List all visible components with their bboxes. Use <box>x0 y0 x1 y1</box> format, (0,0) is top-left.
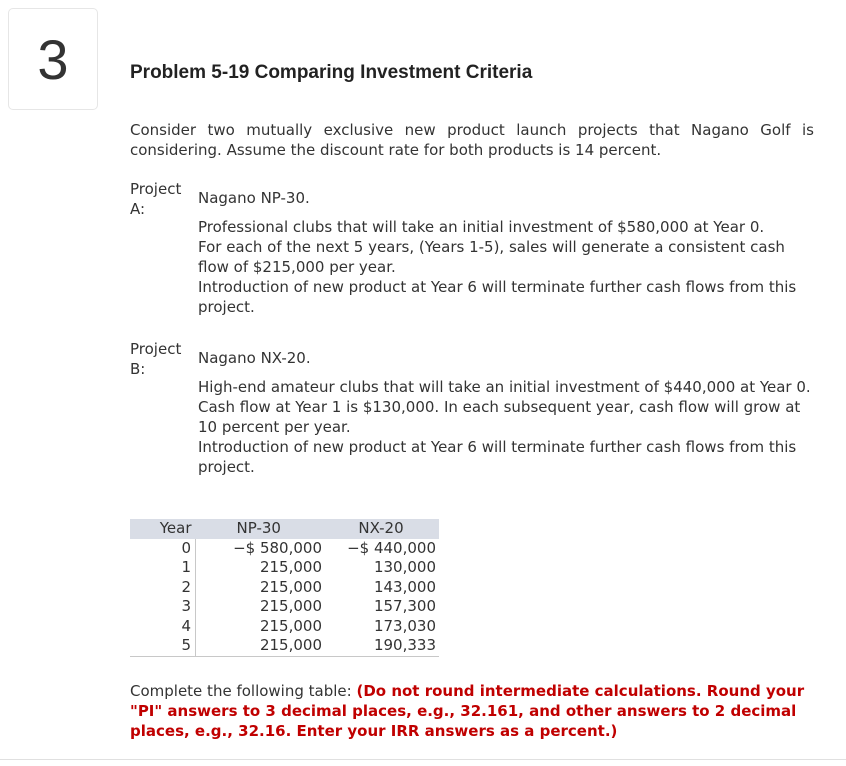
nx20-cell: 157,300 <box>373 597 436 615</box>
project-b-label: Project B: <box>130 340 182 378</box>
project-a-block <box>130 179 814 317</box>
nx20-cell: 130,000 <box>373 558 436 576</box>
np30-cell: 215,000 <box>259 597 322 615</box>
year-cell: 5 <box>130 636 196 656</box>
project-b-line: Cash flow at Year 1 is $130,000. In each subsequent year, cash flow will grow at 10 percent per year. <box>198 398 801 436</box>
table-row <box>130 617 439 637</box>
project-b-block <box>130 339 814 477</box>
bottom-divider <box>0 759 846 760</box>
np30-cell: 215,000 <box>259 558 322 576</box>
table-row <box>130 597 439 617</box>
nx20-cell: 173,030 <box>373 616 436 635</box>
table-header-row <box>130 519 439 539</box>
header-nx20: NX-20 <box>326 519 439 539</box>
project-a-line: Professional clubs that will take an initial investment of $580,000 at Year 0. <box>198 218 765 236</box>
nx20-cell: −$ 440,000 <box>347 538 436 557</box>
nx20-cell: 190,333 <box>326 636 439 656</box>
project-a-line: For each of the next 5 years, (Years 1-5), sales will generate a consistent cash flow of $215,000 per year. <box>198 238 785 276</box>
np30-cell: 215,000 <box>259 616 322 635</box>
question-number: 3 <box>37 27 69 91</box>
project-b-name: Nagano NX-20. <box>198 349 311 367</box>
nx20-cell: 143,000 <box>373 577 436 596</box>
cash-flow-table <box>130 519 439 657</box>
project-a-name: Nagano NP-30. <box>198 189 310 207</box>
table-row <box>130 578 439 598</box>
year-cell: 4 <box>130 617 196 637</box>
header-year: Year <box>130 519 196 539</box>
year-cell: 1 <box>130 558 196 578</box>
project-b-line: Introduction of new product at Year 6 will terminate further cash flows from this project. <box>198 438 797 476</box>
np30-cell: 215,000 <box>259 577 322 596</box>
instructions-lead: Complete the following table: <box>130 682 352 700</box>
year-cell: 2 <box>130 578 196 598</box>
np30-cell: −$ 580,000 <box>233 538 322 557</box>
table-row <box>130 558 439 578</box>
project-a-line: Introduction of new product at Year 6 will terminate further cash flows from this project. <box>198 278 797 316</box>
problem-title: Problem 5-19 Comparing Investment Criteria <box>130 62 533 83</box>
year-cell: 0 <box>130 539 196 559</box>
instructions-paragraph <box>130 681 814 741</box>
year-cell: 3 <box>130 597 196 617</box>
intro-paragraph: Consider two mutually exclusive new product launch projects that Nagano Golf is considering. Assume the discount rate for both products is 14 percent. <box>130 121 814 159</box>
instructions-emphasis: (Do not round intermediate calculations. Round your "PI" answers to 3 decimal places, e.g., 32.161, and other answers to 2 decimal places, e.g., 32.16. Enter your IRR answers as a percent.) <box>130 682 805 740</box>
table-row <box>130 539 439 559</box>
table-row <box>130 636 439 656</box>
header-np30: NP-30 <box>196 519 327 539</box>
project-b-line: High-end amateur clubs that will take an initial investment of $440,000 at Year 0. <box>198 378 811 396</box>
project-a-label: Project A: <box>130 180 182 218</box>
np30-cell: 215,000 <box>196 636 327 656</box>
question-number-badge <box>8 8 98 110</box>
